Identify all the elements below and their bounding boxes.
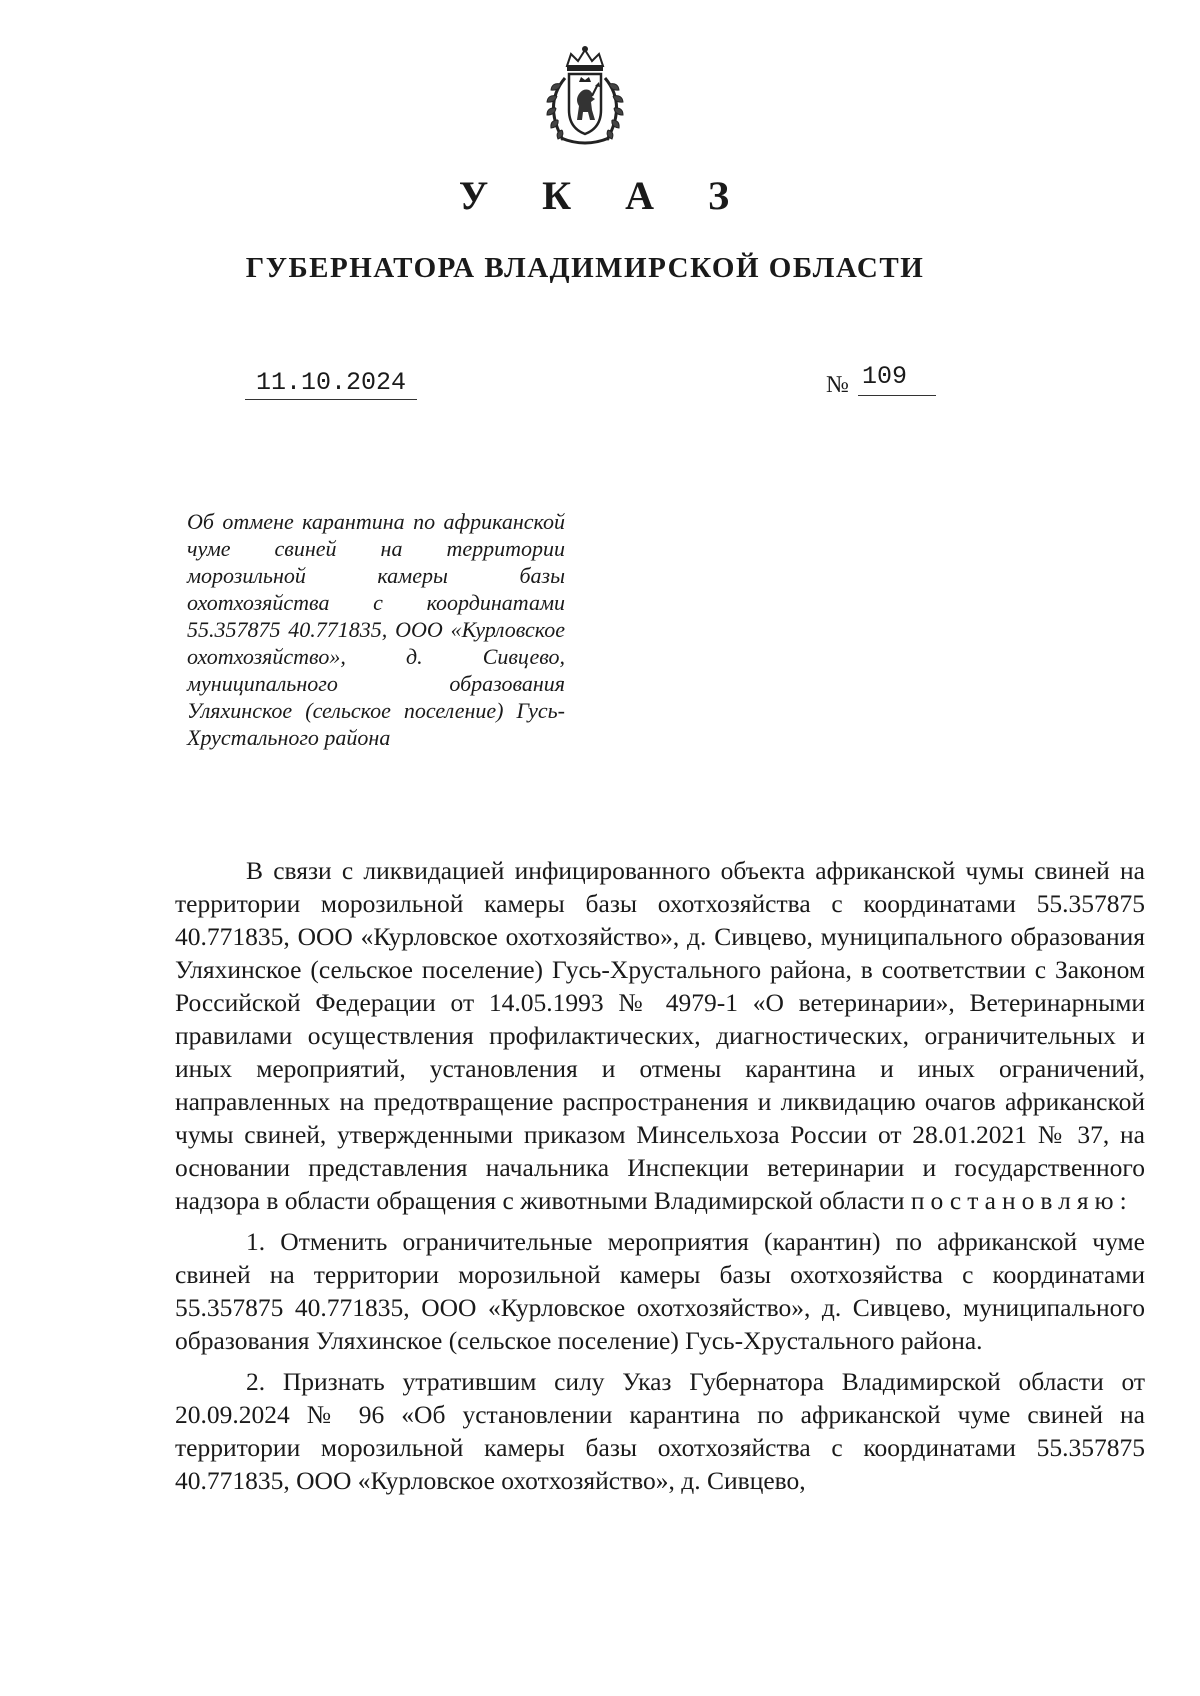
decree-title: У К А З (458, 173, 752, 218)
decree-number: 109 (858, 362, 936, 396)
issuer-title: ГУБЕРНАТОРА ВЛАДИМИРСКОЙ ОБЛАСТИ (245, 252, 925, 284)
decree-date: 11.10.2024 (245, 368, 417, 400)
item-2: 2. Признать утратившим силу Указ Губернатора Владимирской области от 20.09.2024 № 96 «Об установлении карантина по африканской чуме свиней на территории морозильной камеры базы охотхозяйства с координатами 55.357875 40.771835, ООО «Курловское охотхозяйство», д. Сивцево, (175, 1367, 1145, 1495)
decree-body (175, 854, 1145, 1505)
preamble-text: В связи с ликвидацией инфицированного объекта африканской чумы свиней на территории морозильной камеры базы охотхозяйства с координатами 55.357875 40.771835, ООО «Курловское охотхозяйство», д. Сивцево, муниципального образования Уляхинское (сельское поселение) Гусь-Хрустального района, в соответствии с Законом Российской Федерации от 14.05.1993 № 4979-1 «О ветеринарии», Ветеринарными правилами осуществления профилактических, диагностических, ограничительных и иных мероприятий, установления и отмены карантина и иных ограничений, направленных на предотвращение распространения и ликвидацию очагов африканской чумы свиней, утвержденными приказом Минсельхоза России от 28.01.2021 № 37, на основании представления начальника Инспекции ветеринарии и государственного надзора в области обращения с животными Владимирской области (175, 856, 1145, 1215)
decree-subject: Об отмене карантина по африканской чуме свиней на территории морозильной камеры базы охотхозяйства с координатами 55.357875 40.771835, ООО «Курловское охотхозяйство», д. Сивцево, муниципального образования Уляхинское (сельское поселение) Гусь-Хрустального района (187, 509, 565, 750)
coat-of-arms-icon (535, 44, 635, 148)
decree-word: постановляю: (910, 1186, 1133, 1215)
number-label: № (826, 372, 849, 398)
preamble-paragraph (175, 854, 1145, 1217)
item-1: 1. Отменить ограничительные мероприятия (карантин) по африканской чуме свиней на территории морозильной камеры базы охотхозяйства с координатами 55.357875 40.771835, ООО «Курловское охотхозяйство», д. Сивцево, муниципального образования Уляхинское (сельское поселение) Гусь-Хрустального района. (175, 1227, 1145, 1355)
